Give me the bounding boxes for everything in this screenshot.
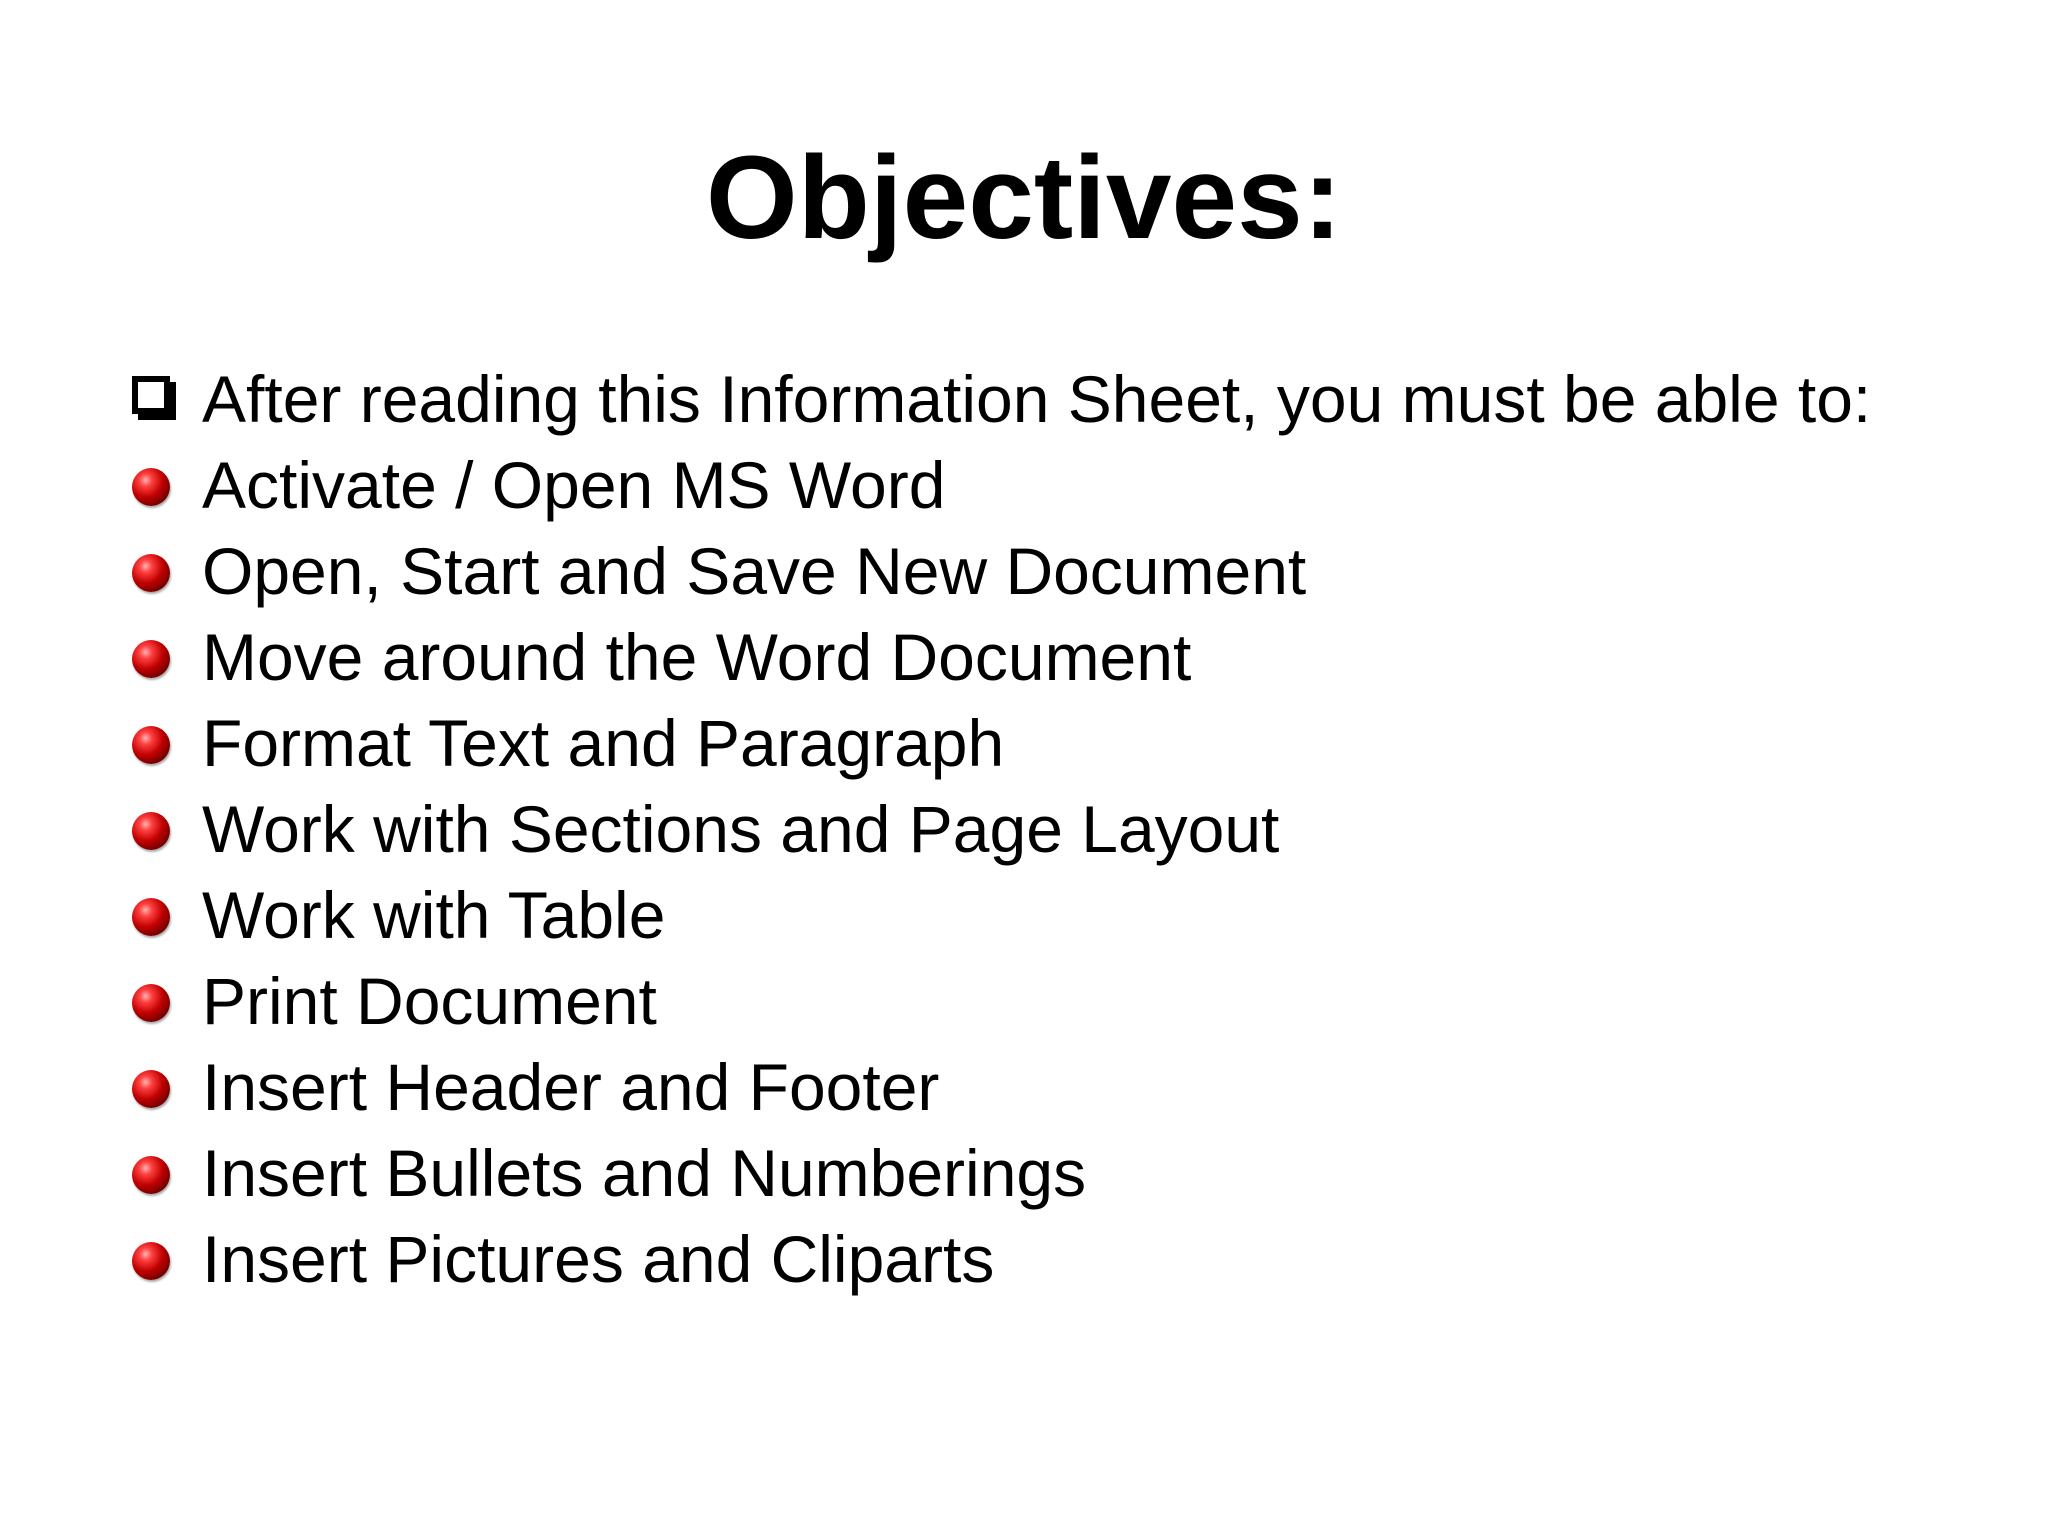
red-ball-bullet-icon: [132, 898, 170, 936]
list-item: [128, 786, 1988, 872]
red-ball-bullet-icon: [132, 984, 170, 1022]
list-item: [128, 958, 1988, 1044]
list-item-text: Insert Bullets and Numberings: [202, 1136, 1087, 1210]
red-ball-bullet-icon: [132, 1070, 170, 1108]
list-item-text: Insert Pictures and Cliparts: [202, 1222, 995, 1296]
list-item-text: Work with Table: [202, 878, 666, 952]
list-item-text: Move around the Word Document: [202, 620, 1192, 694]
list-item: [128, 528, 1988, 614]
red-ball-bullet-icon: [132, 812, 170, 850]
slide-title: Objectives:: [705, 132, 1343, 264]
list-item: [128, 1216, 1988, 1302]
intro-text: After reading this Information Sheet, you must be able to:: [202, 362, 1872, 436]
checkbox-square-icon: [132, 376, 170, 414]
red-ball-bullet-icon: [132, 640, 170, 678]
red-ball-bullet-icon: [132, 726, 170, 764]
list-item: [128, 700, 1988, 786]
red-ball-bullet-icon: [132, 554, 170, 592]
red-ball-bullet-icon: [132, 468, 170, 506]
list-item-text: Work with Sections and Page Layout: [202, 792, 1280, 866]
red-ball-bullet-icon: [132, 1242, 170, 1280]
list-item: [128, 1130, 1988, 1216]
intro-item: [128, 356, 1988, 442]
list-item-text: Format Text and Paragraph: [202, 706, 1005, 780]
list-item: [128, 442, 1988, 528]
list-item-text: Print Document: [202, 964, 657, 1038]
list-item-text: Open, Start and Save New Document: [202, 534, 1307, 608]
list-item: [128, 872, 1988, 958]
list-item: [128, 1044, 1988, 1130]
list-item-text: Insert Header and Footer: [202, 1050, 940, 1124]
objectives-list: [128, 356, 1988, 1302]
list-item: [128, 614, 1988, 700]
list-item-text: Activate / Open MS Word: [202, 448, 946, 522]
red-ball-bullet-icon: [132, 1156, 170, 1194]
